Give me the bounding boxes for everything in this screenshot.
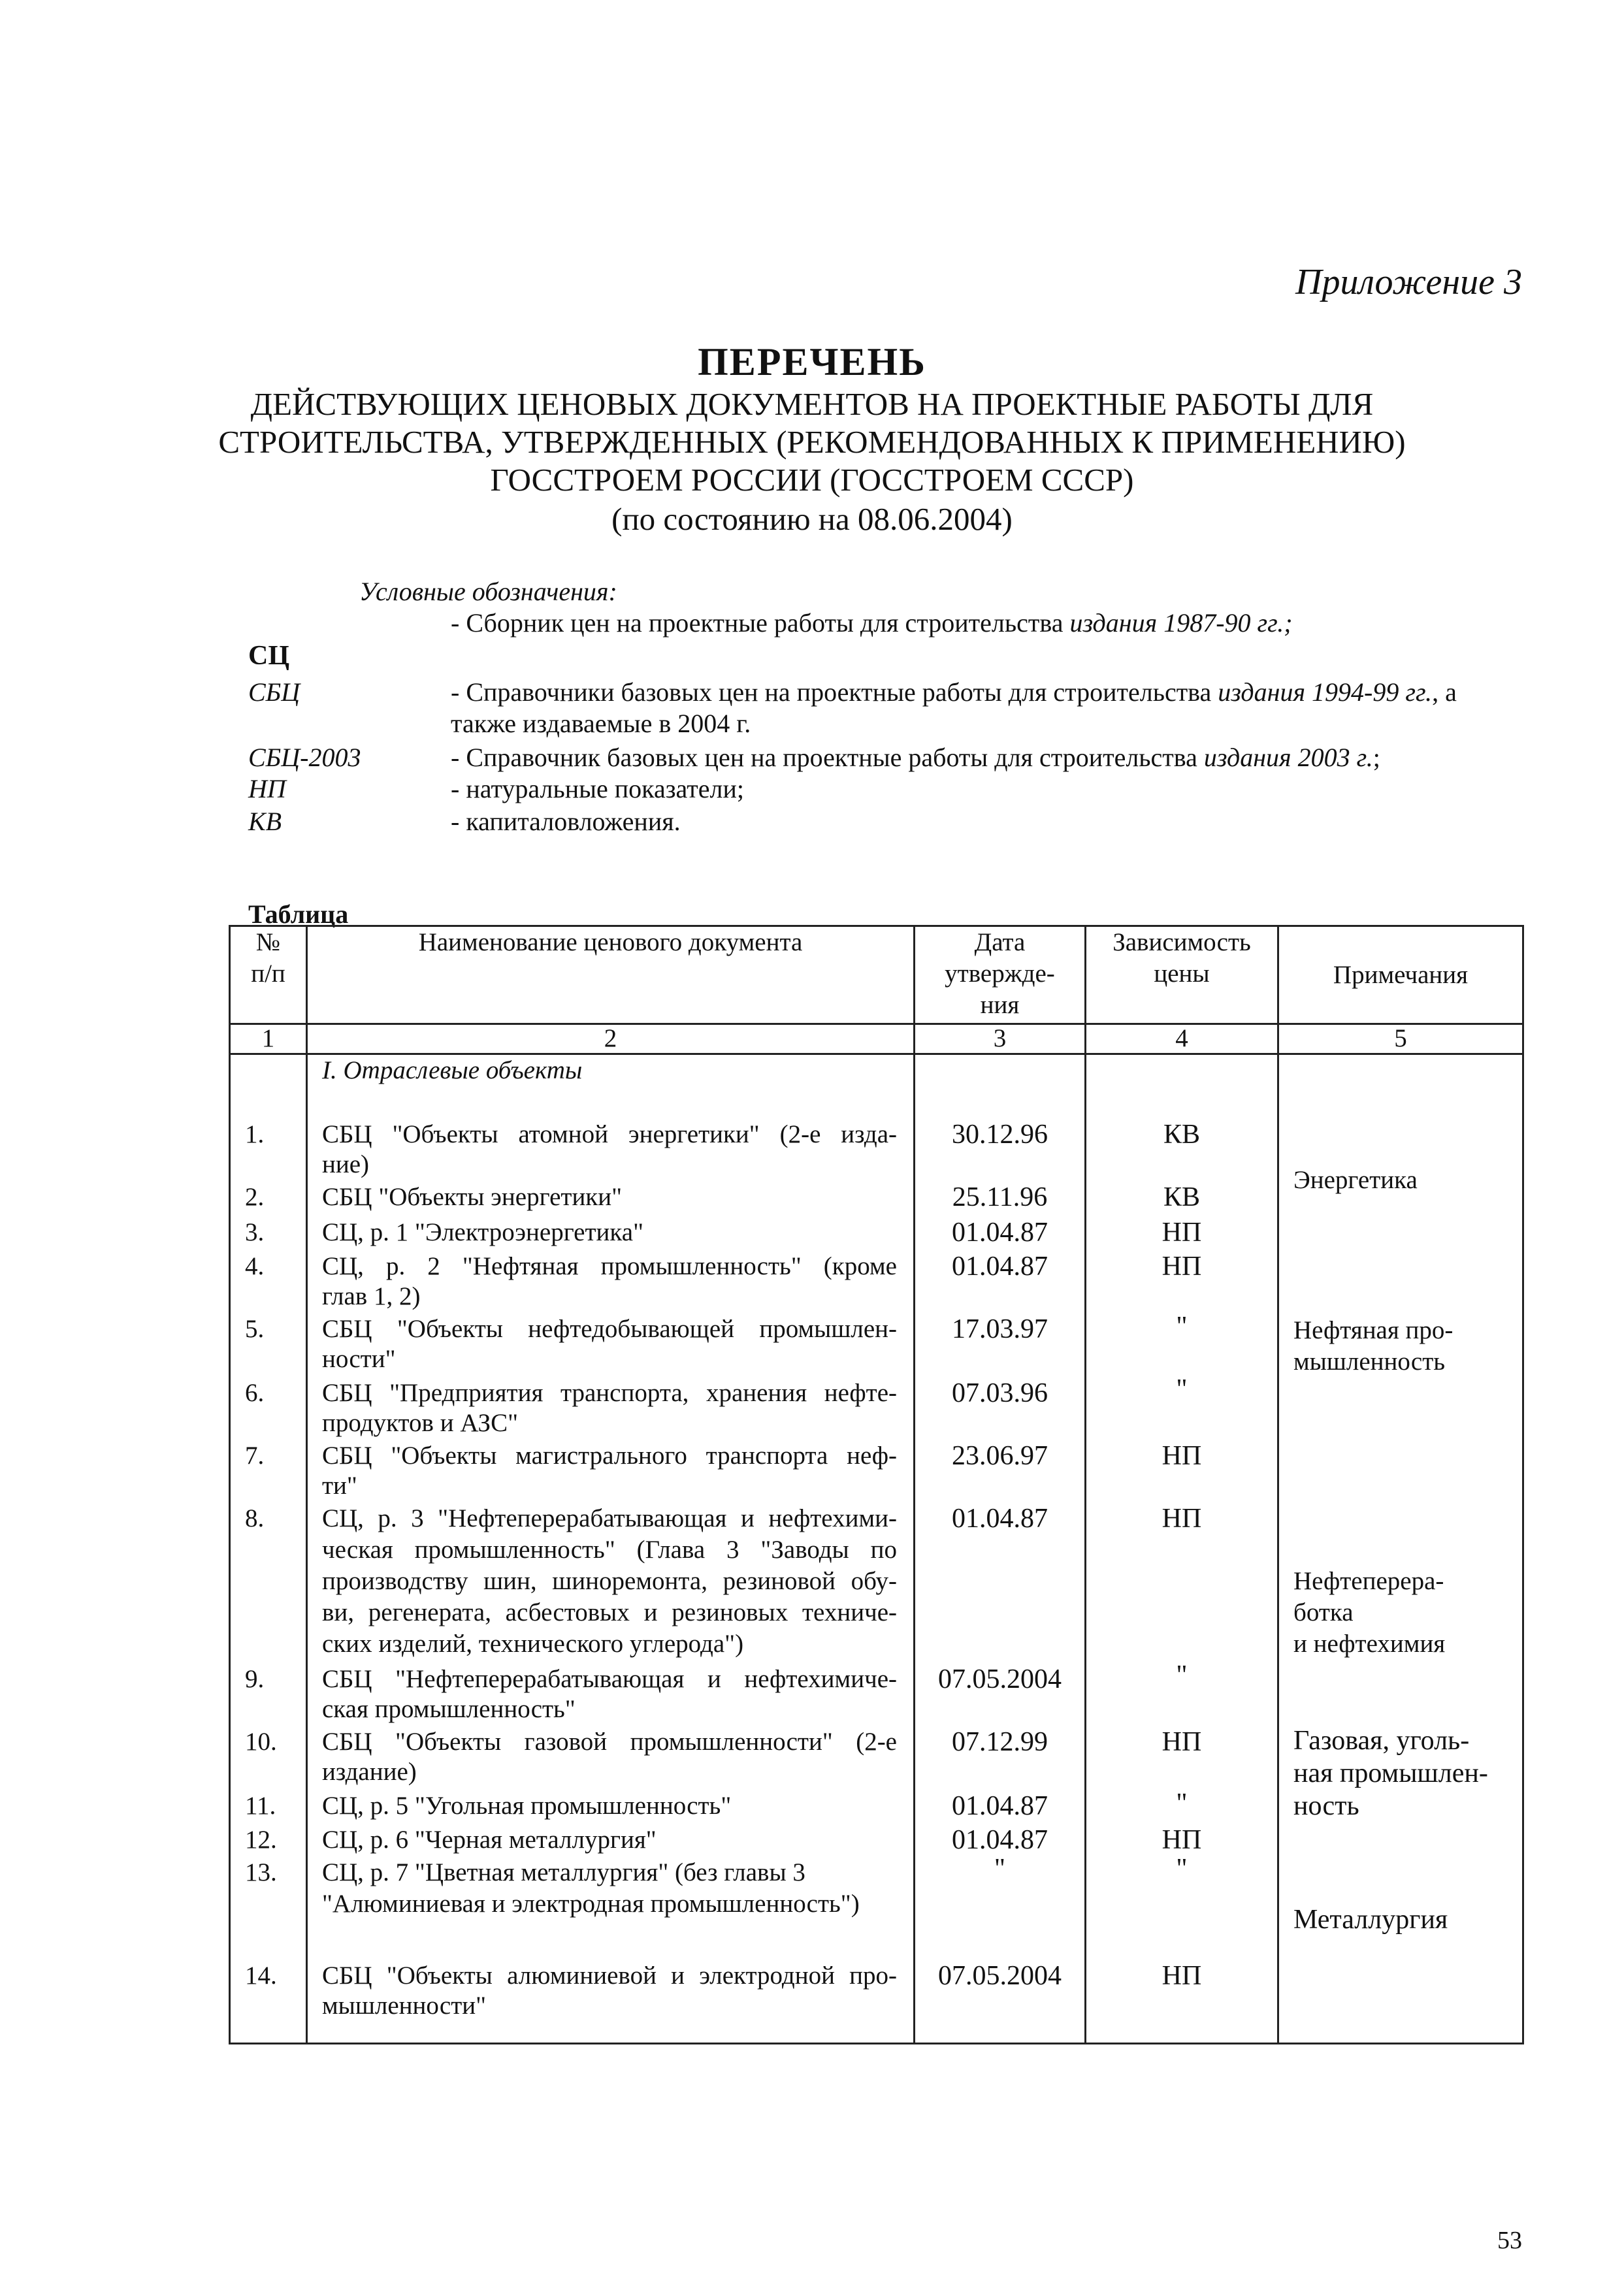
document-name: "Алюминиевая и электродная промышленность") (322, 1890, 860, 1918)
legend-desc: - натуральные показатели; (451, 774, 744, 803)
row-number: 11. (245, 1792, 276, 1820)
document-name: продуктов и АЗС" (322, 1409, 519, 1437)
document-name: СЦ, р. 2 "Нефтяная промышленность" (кроме (322, 1252, 897, 1280)
row-number: 12. (245, 1826, 277, 1854)
table-caption: Таблица (248, 899, 349, 929)
document-title: ПЕРЕЧЕНЬ (698, 340, 926, 383)
approval-date: 23.06.97 (952, 1441, 1048, 1471)
price-dependency: НП (1161, 1441, 1202, 1471)
header-date: Дата утвержде- ния (915, 926, 1086, 1024)
legend-title: Условные обозначения: (359, 577, 617, 606)
note-text: ботка (1293, 1598, 1354, 1626)
row-number: 10. (245, 1728, 277, 1756)
subtitle-line: ГОССТРОЕМ РОССИИ (ГОССТРОЕМ СССР) (490, 462, 1134, 498)
approval-date: 07.12.99 (952, 1727, 1048, 1757)
note-text: Газовая, уголь- (1293, 1726, 1470, 1756)
note-text: Нефтяная про- (1293, 1316, 1453, 1344)
column-number: 2 (307, 1024, 915, 1054)
row-number: 4. (245, 1252, 265, 1280)
price-dependency: НП (1161, 1825, 1202, 1855)
price-dependency: " (1176, 1374, 1188, 1404)
document-name: СБЦ "Предприятия транспорта, хранения нефте- (322, 1379, 897, 1407)
legend-abbr: СБЦ-2003 (248, 743, 361, 772)
legend-abbr: КВ (248, 807, 282, 836)
row-number: 14. (245, 1962, 277, 1990)
document-name: СБЦ "Нефтеперерабатывающая и нефтехимиче- (322, 1665, 897, 1693)
document-name: ви, регенерата, асбестовых и резиновых техниче- (322, 1598, 897, 1626)
price-dependency: НП (1161, 1252, 1202, 1282)
document-name: СБЦ "Объекты алюминиевой и электродной про- (322, 1962, 897, 1990)
note-text: и нефтехимия (1293, 1630, 1446, 1658)
legend-abbr: СЦ (248, 641, 289, 671)
date-column (915, 1054, 1086, 2044)
price-dependency: " (1176, 1660, 1188, 1690)
note-text: Нефтеперера- (1293, 1567, 1444, 1595)
legend-desc: - Сборник цен на проектные работы для строительства издания 1987-90 гг.; (451, 608, 1293, 638)
legend-desc: - Справочник базовых цен на проектные работы для строительства издания 2003 г.; (451, 743, 1380, 772)
document-name: СБЦ "Объекты энергетики" (322, 1183, 623, 1211)
approval-date: 01.04.87 (952, 1791, 1048, 1821)
price-dependency: КВ (1163, 1182, 1201, 1212)
approval-date: 01.04.87 (952, 1252, 1048, 1282)
status-date-line: (по состоянию на 08.06.2004) (611, 501, 1013, 537)
row-number: 2. (245, 1183, 265, 1211)
row-number: 9. (245, 1665, 265, 1693)
column-number: 4 (1086, 1024, 1278, 1054)
section-heading: I. Отраслевые объекты (322, 1056, 583, 1084)
note-text: Энергетика (1293, 1166, 1418, 1194)
document-name: ческая промышленность" (Глава 3 "Заводы по (322, 1536, 897, 1564)
document-name: СЦ, р. 3 "Нефтеперерабатывающая и нефтехими- (322, 1504, 897, 1532)
document-name: СЦ, р. 1 "Электроэнергетика" (322, 1218, 643, 1246)
subtitle-line: СТРОИТЕЛЬСТВА, УТВЕРЖДЕННЫХ (РЕКОМЕНДОВАННЫХ К ПРИМЕНЕНИЮ) (218, 424, 1406, 460)
legend-desc-cont: также издаваемые в 2004 г. (451, 709, 751, 738)
price-documents-table (229, 925, 1524, 2044)
note-text: мышленность (1293, 1348, 1446, 1376)
header-num: № п/п (230, 926, 307, 1024)
document-name: СБЦ "Объекты газовой промышленности" (2-е (322, 1728, 897, 1756)
column-number: 3 (915, 1024, 1086, 1054)
document-name: ская промышленность" (322, 1695, 576, 1723)
note-text: ная промышлен- (1293, 1758, 1488, 1788)
document-name: ние) (322, 1150, 370, 1178)
row-number: 8. (245, 1504, 265, 1532)
document-name: СЦ, р. 7 "Цветная металлургия" (без главы 3 (322, 1858, 805, 1886)
price-dependency: " (1176, 1788, 1188, 1818)
document-name: ских изделий, технического углерода") (322, 1630, 744, 1658)
page-number: 53 (1497, 2227, 1522, 2254)
approval-date: 01.04.87 (952, 1825, 1048, 1855)
approval-date: 07.03.96 (952, 1378, 1048, 1408)
price-dependency: КВ (1163, 1120, 1201, 1150)
note-text: Металлургия (1293, 1905, 1448, 1935)
name-column (307, 1054, 915, 2044)
header-dependency: Зависимость цены (1086, 926, 1278, 1024)
price-dependency: НП (1161, 1961, 1202, 1991)
document-name: ности" (322, 1345, 396, 1373)
document-name: глав 1, 2) (322, 1282, 421, 1310)
row-number: 7. (245, 1442, 265, 1470)
header-notes: Примечания (1278, 926, 1523, 1024)
price-dependency: " (1176, 1312, 1188, 1342)
price-dependency: НП (1161, 1727, 1202, 1757)
approval-date: 17.03.97 (952, 1314, 1048, 1344)
approval-date: 01.04.87 (952, 1218, 1048, 1248)
column-number: 1 (230, 1024, 307, 1054)
document-name: СБЦ "Объекты нефтедобывающей промышлен- (322, 1315, 897, 1343)
column-number: 5 (1278, 1024, 1523, 1054)
approval-date: 07.05.2004 (938, 1664, 1062, 1694)
document-name: ти" (322, 1472, 357, 1500)
document-name: СБЦ "Объекты атомной энергетики" (2-е изда- (322, 1120, 897, 1148)
note-text: ность (1293, 1791, 1359, 1821)
document-name: СБЦ "Объекты магистрального транспорта неф- (322, 1442, 897, 1470)
document-name: производству шин, шиноремонта, резиновой обу- (322, 1567, 897, 1595)
row-number: 1. (245, 1120, 265, 1148)
document-name: СЦ, р. 6 "Черная металлургия" (322, 1826, 657, 1854)
legend-abbr: СБЦ (248, 677, 300, 707)
subtitle-line: ДЕЙСТВУЮЩИХ ЦЕНОВЫХ ДОКУМЕНТОВ НА ПРОЕКТНЫЕ РАБОТЫ ДЛЯ (250, 386, 1374, 422)
notes-column (1278, 1054, 1523, 2044)
price-dependency: НП (1161, 1218, 1202, 1248)
approval-date: 30.12.96 (952, 1120, 1048, 1150)
approval-date: 01.04.87 (952, 1504, 1048, 1534)
price-dependency: " (1176, 1854, 1188, 1884)
document-name: издание) (322, 1758, 417, 1786)
dependency-column (1086, 1054, 1278, 2044)
price-dependency: НП (1161, 1504, 1202, 1534)
row-number: 3. (245, 1218, 265, 1246)
legend-desc: - капиталовложения. (451, 807, 681, 836)
row-number: 13. (245, 1858, 277, 1886)
document-name: СЦ, р. 5 "Угольная промышленность" (322, 1792, 732, 1820)
legend-abbr: НП (248, 774, 286, 803)
header-name: Наименование ценового документа (307, 926, 915, 1024)
appendix-label: Приложение 3 (1295, 262, 1522, 302)
legend-desc: - Справочники базовых цен на проектные работы для строительства издания 1994-99 гг., а (451, 677, 1457, 707)
num-column (230, 1054, 307, 2044)
row-number: 6. (245, 1379, 265, 1407)
approval-date: 07.05.2004 (938, 1961, 1062, 1991)
row-number: 5. (245, 1315, 265, 1343)
approval-date: " (994, 1854, 1006, 1884)
approval-date: 25.11.96 (952, 1182, 1048, 1212)
document-name: мышленности" (322, 1992, 487, 2020)
